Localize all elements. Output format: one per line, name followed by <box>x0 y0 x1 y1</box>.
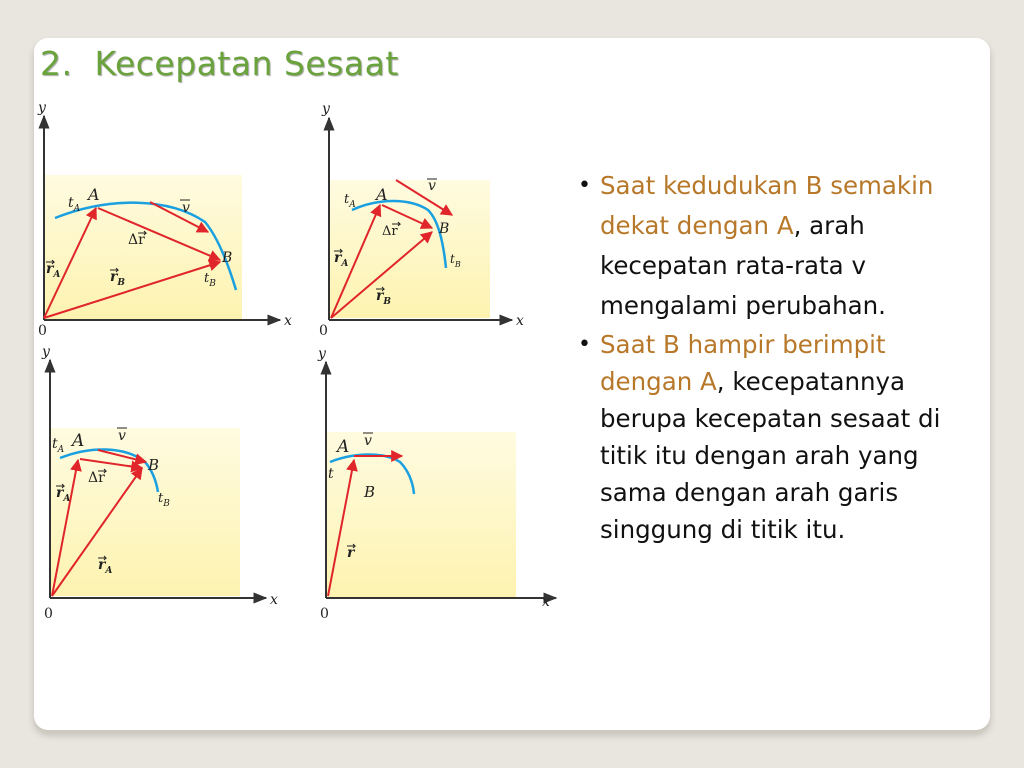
panel-3-point-A: A <box>72 431 85 451</box>
panel-1-rB-label: $r_B$ <box>110 269 125 288</box>
panel-4-r-label: r <box>347 545 355 561</box>
panel-1-tA-label: $t_A$ <box>68 195 81 214</box>
panel-2-x-label: x <box>516 313 524 329</box>
panel-4-origin-label: 0 <box>320 606 329 622</box>
title-text: Kecepatan Sesaat <box>94 44 399 83</box>
panel-3-tA-label: $t_A$ <box>52 436 65 455</box>
panel-2-y-label: y <box>322 101 330 117</box>
panel-2-tB-label: $t_B$ <box>450 252 461 269</box>
panel-1-point-A: A <box>88 185 100 204</box>
panel-2-point-B: B <box>439 221 450 237</box>
bullet-list <box>578 166 968 548</box>
diagram-panel-2 <box>319 101 524 339</box>
panel-3-v-label: v <box>118 428 126 444</box>
bullet-item-1 <box>578 166 968 326</box>
panel-4-t-label: t <box>328 466 334 482</box>
panel-4-v-label: v <box>364 433 372 449</box>
panel-1-rA-label: $r_A$ <box>46 261 61 280</box>
panel-4-point-B: B <box>364 483 376 501</box>
panel-4-point-A: A <box>337 437 350 457</box>
panel-4-x-label: x <box>542 594 550 610</box>
panel-3-y-label: y <box>42 344 50 360</box>
bullet-item-2 <box>578 326 968 548</box>
panel-3-origin-label: 0 <box>44 606 53 622</box>
panel-2-rB-label: $r_B$ <box>376 288 391 307</box>
diagram-panel-4 <box>317 346 556 622</box>
panel-3-point-B: B <box>148 456 160 474</box>
panel-1-origin-label: 0 <box>38 323 47 339</box>
panel-1-v-label: v <box>182 200 190 216</box>
bullet-2-text: , kecepatannya berupa kecepatan sesaat di titik itu dengan arah yang sama dengan arah garis singgung di titik itu. <box>600 367 941 544</box>
panel-1-x-label: x <box>284 313 292 329</box>
panel-4-y-label: y <box>318 346 326 362</box>
panel-2-origin-label: 0 <box>319 323 328 339</box>
panel-3-x-label: x <box>270 592 278 608</box>
panel-2-v-label: v <box>428 178 436 194</box>
diagram-panel-3 <box>41 344 278 622</box>
panel-2-tA-label: $t_A$ <box>344 192 356 210</box>
bullet-2-highlight: Saat B hampir berimpit dengan A <box>600 330 886 396</box>
panel-1-dr-label: Δr <box>128 232 145 248</box>
panel-3-dr-label: Δr <box>88 470 105 486</box>
diagram-panel-1 <box>37 100 292 339</box>
panel-2-rA-label: $r_A$ <box>334 250 349 269</box>
panel-3-rA2-label: $r_A$ <box>98 557 113 576</box>
bullet-dot: • <box>578 332 591 357</box>
bullet-dot: • <box>578 173 591 198</box>
bullet-1-highlight: Saat kedudukan B semakin dekat dengan A <box>600 171 934 240</box>
panel-2-dr-label: Δr <box>382 224 398 239</box>
panel-3-tB-label: $t_B$ <box>158 491 170 509</box>
bullet-1-text: , arah kecepatan rata-rata v mengalami perubahan. <box>600 211 886 320</box>
panel-2-point-A: A <box>376 185 388 204</box>
panel-3-rA-label: $r_A$ <box>56 485 71 504</box>
panel-1-tB-label: $t_B$ <box>204 271 216 289</box>
title-number: 2. <box>40 44 73 83</box>
panel-1-y-label: y <box>38 100 46 116</box>
panel-1-point-B: B <box>222 250 233 266</box>
